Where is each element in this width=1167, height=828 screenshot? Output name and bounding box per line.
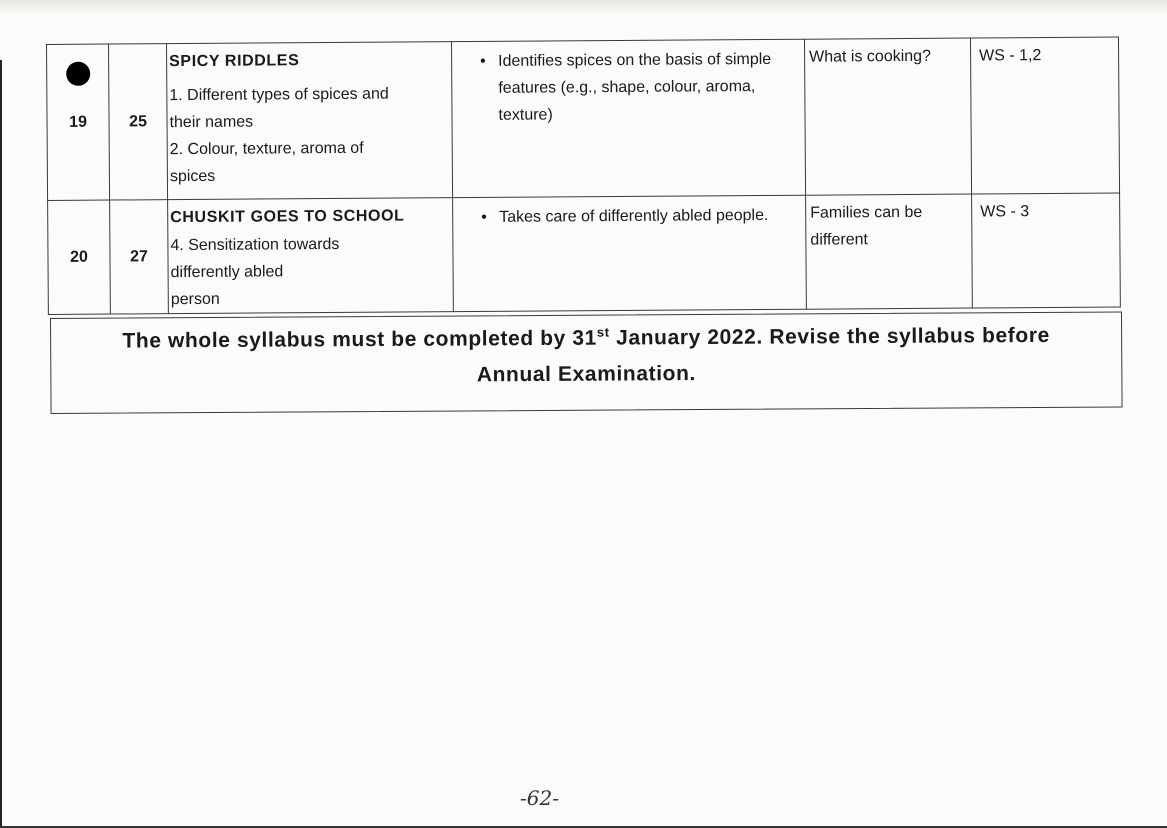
period-cell: 27	[110, 200, 169, 314]
scan-top-shade	[0, 0, 1167, 14]
table-row	[48, 193, 1121, 314]
month-cell: 20	[48, 200, 111, 314]
outcome-list	[474, 46, 795, 129]
learning-outcome-cell	[453, 195, 807, 311]
notice-line-2: Annual Examination.	[476, 362, 696, 387]
topic-line: 1. Different types of spices and	[169, 85, 389, 105]
topic-cell	[167, 42, 453, 200]
worksheet-cell: WS - 3	[972, 193, 1121, 308]
topic-line: their names	[169, 113, 254, 132]
completion-notice	[50, 311, 1123, 414]
table-row	[47, 37, 1120, 200]
topic-line: spices	[169, 167, 216, 186]
scan-edge-left	[0, 60, 2, 828]
worksheet-cell: WS - 1,2	[970, 37, 1119, 194]
topic-line: differently abled	[170, 263, 284, 282]
topic-line: 4. Sensitization towards	[170, 235, 340, 255]
outcome-item: • Takes care of differently abled people.	[481, 202, 795, 231]
notice-text: January 2022. Revise the syllabus before	[609, 323, 1050, 350]
ink-blot	[66, 62, 90, 86]
notice-text: The whole syllabus must be completed by 31	[122, 326, 598, 353]
theme-cell: Families can be different	[806, 194, 973, 309]
syllabus-table	[46, 37, 1121, 315]
period-cell: 25	[109, 44, 168, 200]
page-number: -62-	[520, 786, 559, 810]
topic-line: 2. Colour, texture, aroma of	[169, 139, 364, 159]
month-cell: 19	[47, 44, 110, 200]
outcome-item: • Identifies spices on the basis of simple features (e.g., shape, colour, aroma, texture)	[480, 46, 795, 129]
learning-outcome-cell	[451, 39, 805, 197]
theme-cell: What is cooking?	[804, 38, 971, 195]
notice-superscript: st	[596, 324, 610, 340]
topic-title: SPICY RIDDLES	[169, 52, 300, 71]
outcome-list	[475, 202, 795, 231]
topic-line: person	[170, 290, 220, 309]
syllabus-sheet	[46, 37, 1120, 315]
topic-title: CHUSKIT GOES TO SCHOOL	[170, 207, 405, 227]
topic-cell	[168, 198, 454, 314]
